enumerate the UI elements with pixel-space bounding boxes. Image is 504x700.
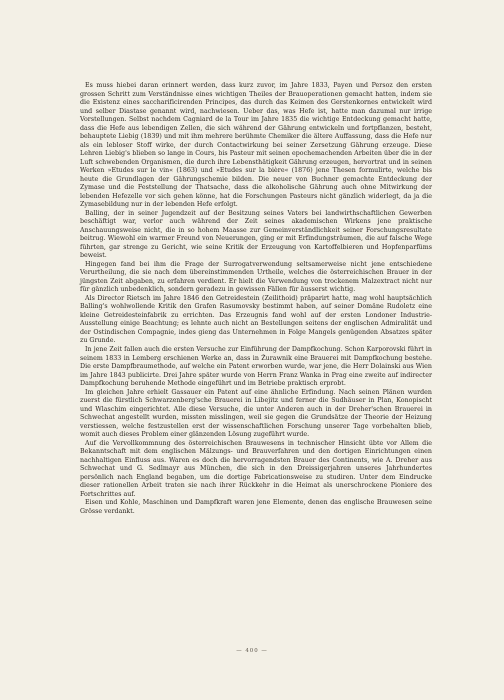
body-text	[80, 82, 432, 516]
paragraph: Es muss hiebei daran erinnert werden, dass kurz zuvor, im Jahre 1833, Payen und Persoz den ersten grossen Schritt zum Verständnisse eines wichtigen Theiles der Brauoperationen gemacht hatten, indem sie die Existenz eines saccharificirenden Principes, das durch das Keimen des Gerstenkornes entwickelt wird und selber Diastase genannt wird, nachwiesen. Ueber das, was Hefe ist, hatte man dazumal nur irrige Vorstellungen. Selbst nachdem Cagniard de la Tour im Jahre 1835 die wichtige Entdeckung gemacht hatte, dass die Hefe aus lebendigen Zellen, die sich während der Gährung entwickeln und fortpflanzen, besteht, behauptete Liebig (1839) und mit ihm mehrere berühmte Chemiker die ältere Auffassung, dass die Hefe nur als ein lebloser Stoff wirke, der durch Contactwirkung bei seiner Zersetzung Gährung erzeuge. Diese Lehren Liebig's blieben so lange in Cours, bis Pasteur mit seinen epochemachenden Arbeiten über die in der Luft schwebenden Organismen, die durch ihre Lebensthätigkeit Gährung erzeugen, hervortrat und in seinen Werken »Etudes sur le vin« (1863) und »Etudes sur la bière« (1876) jene Thesen formulirte, welche bis heute die Grundlagen der Gährungschemie bilden. Die neuer von Buchner gemachte Entdeckung der Zymase und die Feststellung der Thatsache, dass die alkoholische Gährung auch ohne Mitwirkung der lebenden Hefezelle vor sich gehen könne, hat die Forschungen Pasteurs nicht gänzlich widerlegt, da ja die Zymasebildung nur in der lebenden Hefe erfolgt.	[80, 82, 432, 209]
paragraph: In jene Zeit fallen auch die ersten Versuche zur Einführung der Dampfkochung. Schon Karporovski führt in seinem 1833 in Lemberg erschienen Werke an, dass in Žurawnik eine Brauerei mit Dampfkochung bestehe. Die erste Dampfbraumethode, auf welche ein Patent erworben wurde, war jene, die Herr Dolainski aus Wien im Jahre 1843 publicirte. Drei Jahre später wurde von Herrn Franz Wanka in Prag eine zweite auf indirecter Dampfkochung beruhende Methode eingeführt und im Betriebe praktisch erprobt.	[80, 345, 432, 388]
paragraph: Als Director Rietsch im Jahre 1846 den Getreidestein (Zeilithoid) präparirt hatte, mag wohl hauptsächlich Balling's wohlwollende Kritik den Grafen Rasumovsky bestimmt haben, auf seiner Domäne Rudoletz eine kleine Getreidesteinfabrik zu errichten. Das Erzeugnis fand wohl auf der ersten Londoner Industrie-Ausstellung einige Beachtung; es lehnte auch nicht an Bestellungen seitens der englischen Admiralität und der Ostindischen Compagnie, indes gieng das Unternehmen in Folge Mangels genügenden Absatzes später zu Grunde.	[80, 294, 432, 345]
page-number: — 400 —	[236, 648, 268, 654]
paragraph: Auf die Vervollkommnung des österreichischen Brauwesens in technischer Hinsicht übte vor Allem die Bekanntschaft mit dem englischen Mälzungs- und Brauverfahren und den dortigen Einrichtungen einen nachhaltigen Einfluss aus. Waren es doch die hervorragendsten Brauer des Continents, wie A. Dreher aus Schwechat und G. Sedlmayr aus München, die sich in den Dreissigerjahren unseres Jahrhundertes persönlich nach England begaben, um die dortige Fabricationsweise zu studiren. Unter dem Eindrucke dieser rationellen Arbeit traten sie nach ihrer Rückkehr in die Heimat als unerschrockene Pioniere des Fortschrittes auf.	[80, 439, 432, 498]
paragraph: Im gleichen Jahre erhielt Gassauer ein Patent auf eine ähnliche Erfindung. Nach seinen Plänen wurden zuerst die fürstlich Schwarzenberg'sche Brauerei in Libejitz und ferner die Sudhäuser in Plan, Konopischt und Wlaschim eingerichtet. Alle diese Versuche, die unter Anderen auch in der Dreher'schen Brauerei in Schwechat angestellt wurden, missten misslingen, weil sie gegen die Grundsätze der Theorie der Heizung verstiessen, welche festzustellen erst der wissenschaftlichen Forschung unserer Tage vorbehalten blieb, womit auch dieses Problem einer glänzenden Lösung zugeführt wurde.	[80, 388, 432, 439]
paragraph: Hingegen fand bei ihm die Frage der Surrogatverwendung seltsamerweise nicht jene entschiedene Verurtheilung, die sie nach dem übereinstimmenden Urtheile, welches die österreichischen Brauer in der jüngsten Zeit abgaben, zu erfahren verdient. Er hielt die Verwendung von trockenem Malzextract nicht nur für gänzlich unbedenklich, sondern geradezu in gewissen Fällen für äusserst wichtig.	[80, 260, 432, 294]
paragraph: Balling, der in seiner Jugendzeit auf der Besitzung seines Vaters bei landwirthschaftlichen Gewerben beschäftigt war, verlor auch während der Zeit seines akademischen Wirkens jene praktische Anschauungsweise nicht, die in so hohem Maasse zur Gemeinverständlichkeit seiner Forschungsresultate beitrug. Wiewohl ein warmer Freund von Neuerungen, ging er mit Erfindungsträumen, die auf falsche Wege führten, gar strenge zu Gericht, wie seine Kritik der Erzeugung von Kartoffelbieren und Hopfenparfüms beweist.	[80, 209, 432, 260]
paragraph: Eisen und Kohle, Maschinen und Dampfkraft waren jene Elemente, denen das englische Brauwesen seine Grösse verdankt.	[80, 499, 432, 515]
